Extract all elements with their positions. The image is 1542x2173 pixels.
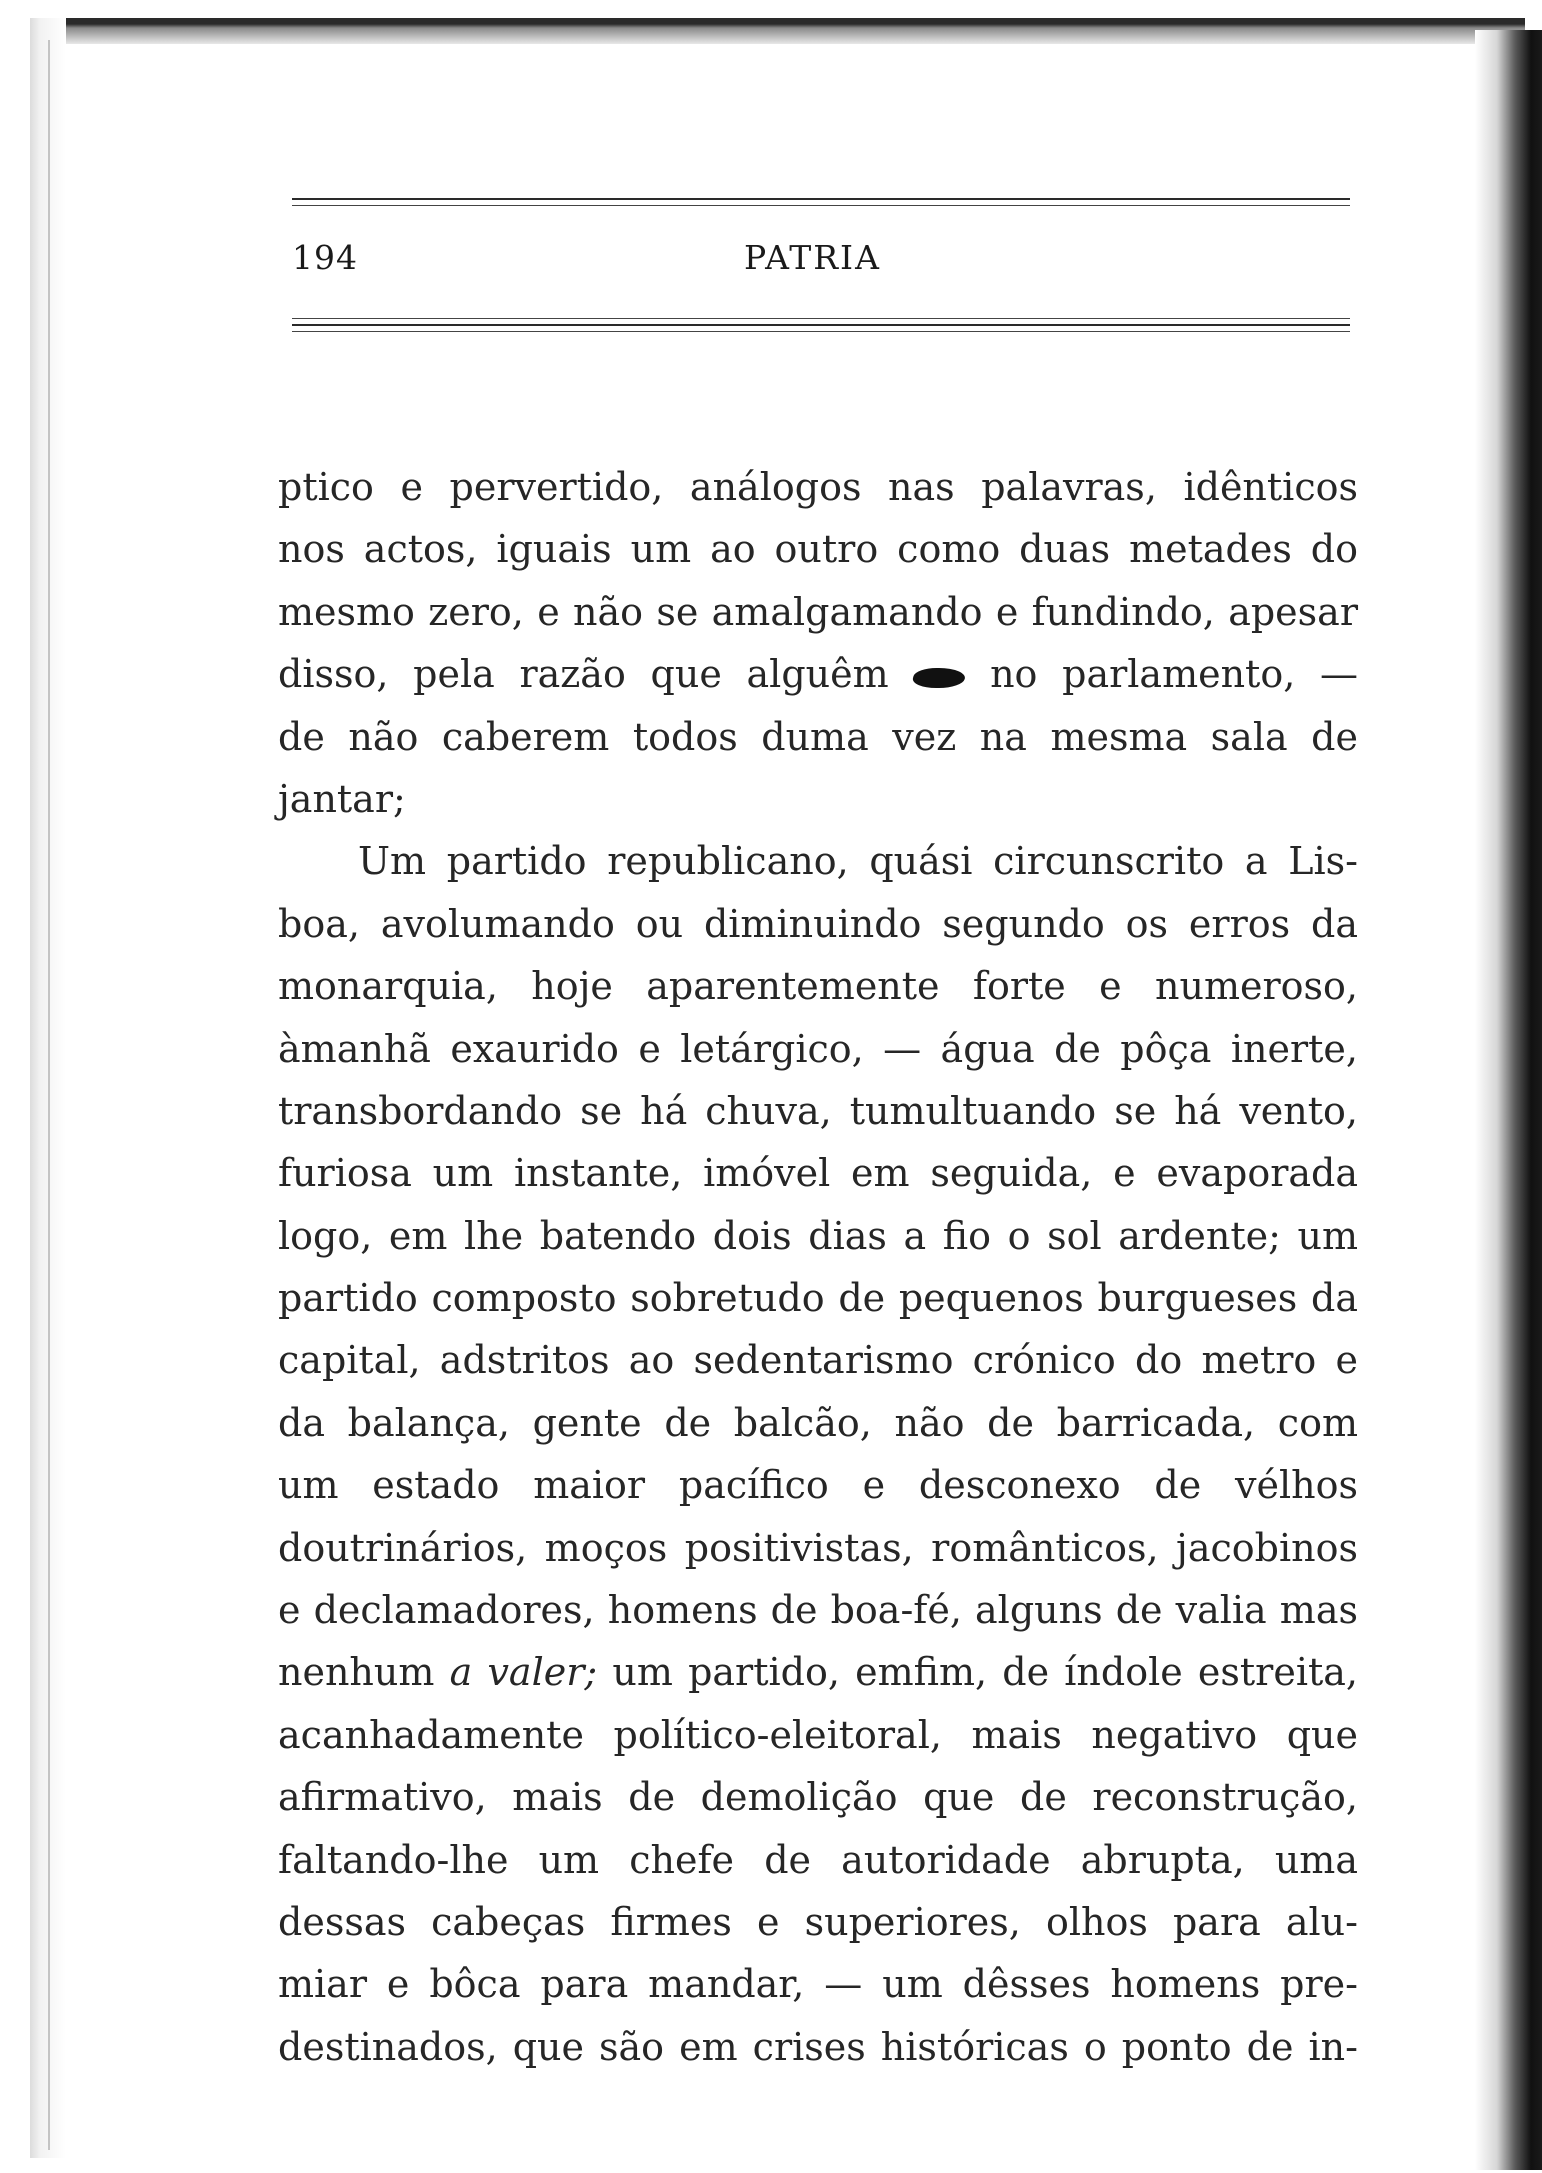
text-line: acanhadamente político-eleitoral, mais negativo que: [278, 1712, 1358, 1757]
page-number: 194: [292, 238, 358, 277]
body-text: [278, 456, 1358, 2078]
text-line: boa, avolumando ou diminuindo segundo os erros da: [278, 901, 1358, 946]
header-bottom-rule: [292, 318, 1350, 337]
text-line: transbordando se há chuva, tumultuando se há vento,: [278, 1088, 1358, 1133]
text-line: Um partido republicano, quási circunscrito a Lis-: [358, 839, 1358, 884]
running-header: [292, 238, 1350, 288]
text-line: da balança, gente de balcão, não de barricada, com: [278, 1400, 1358, 1445]
text-line: àmanhã exaurido e letárgico, — água de pôça inerte,: [278, 1026, 1358, 1071]
text-line: um estado maior pacífico e desconexo de vélhos: [278, 1463, 1358, 1508]
running-title: PATRIA: [744, 238, 881, 277]
text-line: de não caberem todos duma vez na mesma sala de: [278, 714, 1358, 759]
text-line: ptico e pervertido, análogos nas palavras, idênticos: [278, 465, 1358, 509]
italic-text: a valer;: [449, 1650, 598, 1695]
header-top-rule: [292, 198, 1350, 211]
scan-left-gutter-line: [48, 40, 50, 2150]
text-line: dessas cabeças firmes e superiores, olhos para alu-: [278, 1899, 1358, 1944]
text-segment: no parlamento, —: [990, 652, 1358, 697]
text-segment: um partido, emfim, de índole estreita,: [612, 1650, 1358, 1695]
text-line: partido composto sobretudo de pequenos burgueses da: [278, 1276, 1358, 1321]
text-line: furiosa um instante, imóvel em seguida, e evaporada: [278, 1151, 1358, 1196]
text-line: monarquia, hoje aparentemente forte e numeroso,: [278, 964, 1358, 1009]
text-line: logo, em lhe batendo dois dias a fio o sol ardente; um: [278, 1213, 1358, 1258]
text-line: mesmo zero, e não se amalgamando e fundindo, apesar: [278, 589, 1358, 634]
text-line: jantar;: [278, 776, 406, 821]
text-line: [278, 643, 1358, 705]
scan-right-binding-shadow: [1475, 30, 1542, 2170]
text-line: afirmativo, mais de demolição que de reconstrução,: [278, 1775, 1358, 1820]
text-line: miar e bôca para mandar, — um dêsses homens pre-: [278, 1962, 1358, 2007]
text-segment: nenhum: [278, 1650, 435, 1695]
text-line: destinados, que são em crises históricas o ponto de in-: [278, 2024, 1358, 2069]
text-line: nos actos, iguais um ao outro como duas metades do: [278, 527, 1358, 572]
text-segment: disso, pela razão que alguêm: [278, 652, 889, 697]
text-line: doutrinários, moços positivistas, românticos, jacobinos: [278, 1525, 1358, 1570]
ink-blot: [911, 668, 968, 688]
text-line: e declamadores, homens de boa-fé, alguns de valia mas: [278, 1588, 1358, 1633]
text-line: capital, adstritos ao sedentarismo crónico do metro e: [278, 1338, 1358, 1383]
text-line: faltando-lhe um chefe de autoridade abrupta, uma: [278, 1837, 1358, 1882]
scan-top-shadow: [55, 18, 1525, 44]
text-line: [278, 1641, 1358, 1703]
